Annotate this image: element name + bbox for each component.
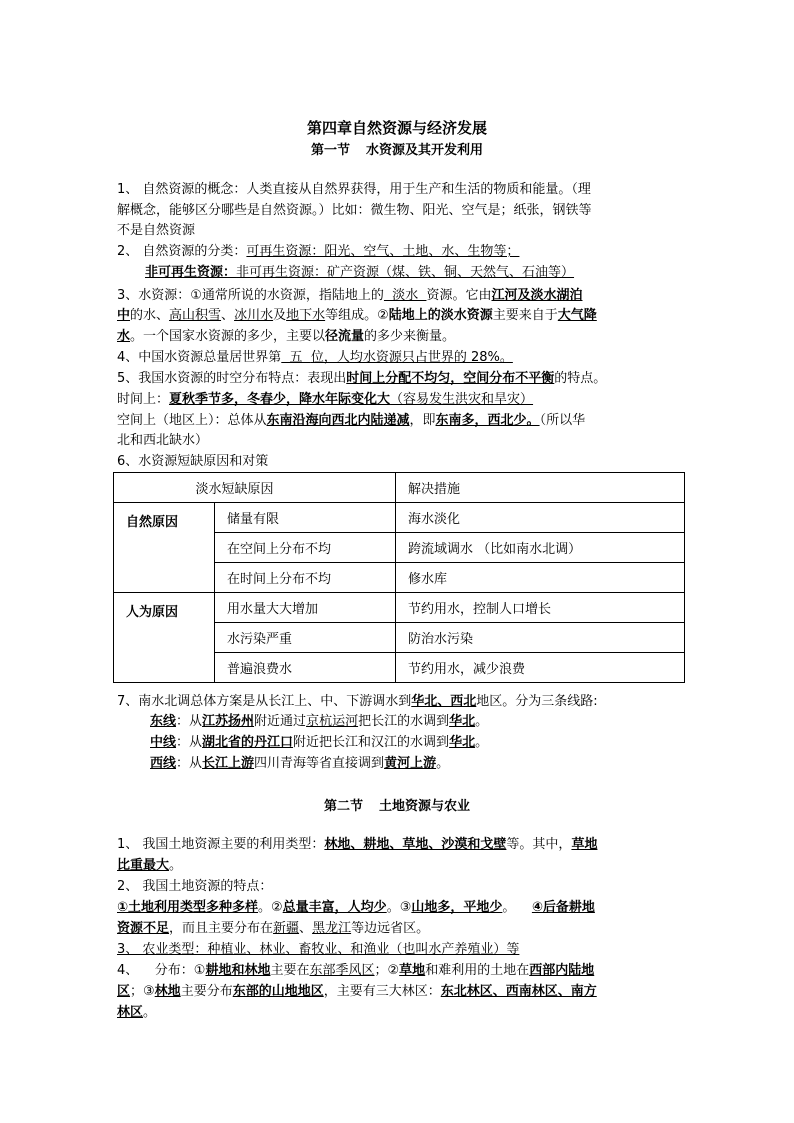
q4-grass: 草地 [399, 963, 426, 978]
p3-glacier: 冰川水 [234, 308, 274, 323]
p7-text: 。 [475, 735, 489, 750]
p3-text: 等组成。② [325, 308, 389, 323]
q4-text: ；② [374, 963, 400, 978]
p3-text: 资源。它由 [426, 288, 492, 303]
p3-line1 [117, 287, 583, 305]
p7-east-origin: 江苏扬州 [202, 714, 255, 729]
p7-text: ：从 [176, 714, 203, 729]
p5-text: ，即 [409, 413, 436, 428]
q1-largest: 比重最大 [117, 858, 170, 873]
q2-text: 、 [299, 921, 313, 936]
table-cell-measure: 海水淡化 [396, 503, 685, 533]
q2-heilongjiang: 黑龙江 [312, 921, 352, 936]
table-cell-measure: 防治水污染 [396, 623, 685, 653]
p1-line1: 1、 自然资源的概念：人类直接从自然界获得，用于生产和生活的物质和能量。（理 [117, 182, 591, 197]
table-group-natural: 自然原因 [114, 503, 215, 593]
p2-prefix: 2、 自然资源的分类： [117, 244, 247, 259]
p6-line: 6、水资源短缺原因和对策 [117, 454, 269, 469]
table-cell-measure: 跨流域调水 （比如南水北调） [396, 533, 685, 563]
q2-line1: 2、 我国土地资源的特点： [117, 879, 273, 894]
table-cell-cause: 用水量大大增加 [215, 593, 396, 623]
p5-time-note: （容易发生洪灾和旱灾） [390, 392, 534, 407]
p4-percent: 28%。 [470, 350, 513, 365]
q3-line [117, 941, 519, 959]
section1-title [0, 139, 794, 158]
q2-line3 [117, 920, 429, 938]
p7-east-canal: 京杭运河 [306, 714, 359, 729]
q4-text: 主要在 [270, 963, 310, 978]
table-row [114, 593, 685, 623]
p7-text: 附近把长江和汉江的水调到 [293, 735, 450, 750]
section2-name: 土地资源与农业 [379, 799, 471, 814]
p7-west-dest: 黄河上游 [384, 756, 437, 771]
q1-text: 1、 我国土地资源主要的利用类型： [117, 837, 325, 852]
q2-xinjiang: 新疆 [273, 921, 300, 936]
q2-feature2: 总量丰富，人均少 [282, 900, 387, 915]
q4-monsoon-east: 东部季风区 [309, 963, 375, 978]
q4-forest-region: 林区 [117, 1005, 144, 1020]
p7-text: 7、南水北调总体方案是从长江上、中、下游调水到 [117, 694, 412, 709]
table-cell-cause: 水污染严重 [215, 623, 396, 653]
section1-number: 第一节 [310, 143, 350, 158]
p7-target: 华北、西北 [411, 694, 477, 709]
p5-line4: 北和西北缺水） [117, 433, 209, 448]
q2-text: 。 [502, 900, 532, 915]
q1-types: 林地、耕地、草地、沙漠和戈壁 [324, 837, 507, 852]
water-shortage-table [113, 472, 685, 683]
p4-rank: 五 [281, 350, 311, 365]
q2-feature4-cont: 资源不足 [117, 921, 170, 936]
q1-grassland: 草地 [571, 837, 598, 852]
p7-mid-origin: 湖北省的丹江口 [202, 735, 294, 750]
q4-text: 。 [143, 1005, 157, 1020]
p7-mid-label: 中线 [150, 735, 177, 750]
p4-text: 位，人均水资源只占世界的 [310, 350, 471, 365]
p7-text: 。 [475, 714, 489, 729]
q2-feature3: 山地多，平地少 [411, 900, 503, 915]
p7-mid-line [150, 734, 488, 752]
p7-text: ：从 [176, 735, 203, 750]
q4-text: ；③ [130, 984, 155, 999]
p5-line2 [117, 391, 533, 409]
p7-text: 把长江的水调到 [358, 714, 450, 729]
p3-line2 [117, 307, 597, 325]
p3-text: 及 [273, 308, 287, 323]
p7-east-label: 东线 [150, 714, 177, 729]
q4-forest: 林地 [154, 984, 181, 999]
p3-text: 的水、 [130, 308, 170, 323]
p5-space-label: 空间上（地区上）：总体从 [117, 413, 267, 428]
p5-space-feature: 东南多，西北少。 [435, 413, 540, 428]
p7-text: 四川青海等省直接调到 [254, 756, 385, 771]
p5-feature: 时间上分配不均匀，空间分布不平衡 [346, 371, 555, 386]
table-cell-cause: 普遍浪费水 [215, 653, 396, 683]
q4-text: 主要分布 [180, 984, 233, 999]
p7-text: 。 [436, 756, 450, 771]
q2-feature1: ①土地利用类型多种多样 [117, 900, 259, 915]
p7-mid-dest: 华北 [449, 735, 476, 750]
q4-forest-regions: 东北林区、西南林区、南方 [440, 984, 597, 999]
q1-line1 [117, 836, 597, 854]
table-cell-measure: 节约用水，控制人口增长 [396, 593, 685, 623]
table-cell-cause: 在时间上分布不均 [215, 563, 396, 593]
p3-text: 、 [221, 308, 235, 323]
p2-line1 [117, 243, 519, 261]
q4-text: 4、 分布：① [117, 963, 206, 978]
p3-text: 。一个国家水资源的多少，主要以 [130, 329, 326, 344]
p5-time-label: 时间上： [117, 392, 170, 407]
table-header-row [114, 473, 685, 503]
p3-snow: 高山积雪 [169, 308, 222, 323]
q1-text: 等。其中， [506, 837, 572, 852]
q2-text: 。③ [386, 900, 412, 915]
p7-west-label: 西线 [150, 756, 177, 771]
section2-number: 第二节 [323, 799, 363, 814]
p5-line3 [117, 412, 585, 430]
section1-name: 水资源及其开发利用 [366, 143, 484, 158]
p3-groundwater: 地下水 [286, 308, 326, 323]
q4-line3 [117, 1004, 156, 1022]
p7-line1 [117, 693, 598, 711]
p7-west-line [150, 755, 449, 773]
p3-precipitation: 大气降 [557, 308, 597, 323]
q2-text: ，而且主要分布在 [169, 921, 274, 936]
q4-text: 和难利用的土地在 [425, 963, 530, 978]
p4-line [117, 349, 513, 367]
q4-line1 [117, 962, 594, 980]
q4-region: 区 [117, 984, 131, 999]
table-header-cause: 淡水短缺原因 [114, 473, 396, 503]
p2-nonrenewable-label: 非可再生资源： [145, 265, 237, 280]
p1-line2: 解概念，能够区分哪些是自然资源。）比如：微生物、阳光、空气是；纸张，钢铁等 [117, 203, 592, 218]
p5-time-feature: 夏秋季节多，冬春少，降水年际变化大 [169, 392, 391, 407]
p7-text: ：从 [176, 756, 203, 771]
p7-text: 地区。分为三条线路: [476, 694, 598, 709]
section2-title [0, 795, 794, 814]
p3-freshwater: 淡水 [383, 288, 427, 303]
p3-runoff: 径流量 [325, 329, 365, 344]
p3-in: 中 [117, 308, 131, 323]
table-group-human: 人为原因 [114, 593, 215, 683]
q2-feature4: ④后备耕地 [531, 900, 595, 915]
p2-nonrenewable [145, 265, 574, 280]
p5-text: （所以华 [539, 413, 586, 428]
p5-line1 [117, 370, 606, 388]
q2-text: 等边远省区。 [351, 921, 430, 936]
p7-text: 附近通过 [254, 714, 307, 729]
p3-text: 主要来自于 [492, 308, 558, 323]
p3-land-freshwater: 陆地上的淡水资源 [388, 308, 493, 323]
q4-line2 [117, 983, 597, 1001]
p2-renewable: 可再生资源：阳光、空气、土地、水、生物等； [246, 244, 520, 259]
table-cell-measure: 节约用水，减少浪费 [396, 653, 685, 683]
q4-east-mountain: 东部的山地地区 [232, 984, 324, 999]
p5-text: 的特点。 [554, 371, 607, 386]
q1-text: 。 [169, 858, 183, 873]
table-cell-cause: 储量有限 [215, 503, 396, 533]
p7-west-origin: 长江上游 [202, 756, 255, 771]
p2-nonrenewable-text: 非可再生资源：矿产资源（煤、铁、铜、天然气、石油等） [236, 265, 575, 280]
p3-rivers-lakes: 江河及淡水湖泊 [491, 288, 583, 303]
q4-west-inland: 西部内陆地 [529, 963, 595, 978]
table-header-measure: 解决措施 [396, 473, 685, 503]
p5-space-trend: 东南沿海向西北内陆递减 [266, 413, 410, 428]
q4-text: ，主要有三大林区： [323, 984, 441, 999]
q1-line2 [117, 857, 182, 875]
table-cell-cause: 在空间上分布不均 [215, 533, 396, 563]
p5-text: 5、我国水资源的时空分布特点：表现出 [117, 371, 347, 386]
p3-text: 的多少来衡量。 [364, 329, 456, 344]
p7-east-dest: 华北 [449, 714, 476, 729]
table-cell-measure: 修水库 [396, 563, 685, 593]
table-row [114, 503, 685, 533]
q3-text: 3、 农业类型：种植业、林业、畜牧业、和渔业（也叫水产养殖业）等 [117, 942, 520, 957]
p3-water: 水 [117, 329, 131, 344]
p3-line3 [117, 328, 455, 346]
q4-farm-forest: 耕地和林地 [205, 963, 271, 978]
p2-line2 [145, 264, 574, 282]
p3-text: 3、水资源：①通常所说的水资源，指陆地上的 [117, 288, 384, 303]
p4-text: 4、中国水资源总量居世界第 [117, 350, 282, 365]
q2-line2 [117, 899, 595, 917]
chapter-title: 第四章自然资源与经济发展 [306, 119, 487, 137]
p7-east-line [150, 713, 488, 731]
q2-text: 。② [258, 900, 283, 915]
p1-line3: 不是自然资源 [117, 223, 196, 238]
